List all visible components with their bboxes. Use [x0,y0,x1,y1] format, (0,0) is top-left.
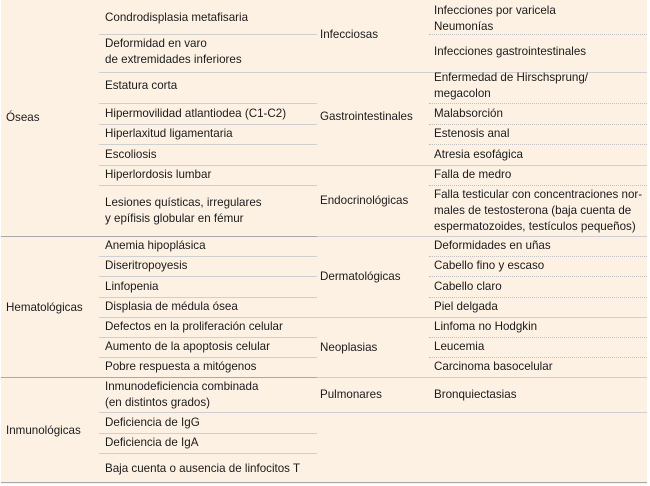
right-item-line: Estenosis anal [434,127,510,140]
left-item [105,319,283,335]
left-item [105,379,258,411]
right-item [434,187,642,235]
right-item-line: Leucemia [434,340,485,353]
left-item-line: Hiperlaxitud ligamentaria [105,127,233,140]
right-item-line: Piel delgada [434,300,498,313]
left-item [105,195,262,227]
left-item [105,238,206,254]
left-item-line: de extremidades inferiores [105,53,242,66]
right-item-line: Bronquiectasias [434,388,517,401]
left-item [105,415,200,431]
left-item [105,36,242,68]
left-item-line: Hipermovilidad atlantiodea (C1-C2) [105,107,287,120]
right-item-line: Enfermedad de Hirschsprung/ [434,71,589,84]
left-item-line: Aumento de la apoptosis celular [105,340,270,353]
left-item-line: Diseritropoyesis [105,259,188,272]
right-item [434,238,551,254]
group-label [320,109,413,125]
right-item [434,319,537,335]
left-item-line: Lesiones quísticas, irregulares [105,196,262,209]
right-item [434,359,553,375]
right-item [434,147,523,163]
left-item [105,126,233,142]
right-item [434,126,509,142]
left-item [105,78,177,94]
right-item [434,106,503,122]
complications-table [1,0,647,484]
left-item [105,258,187,274]
left-item-line: Deficiencia de IgG [105,416,200,429]
right-item [434,339,484,355]
group-label [320,340,377,356]
left-item [105,279,159,295]
left-item-line: Condrodisplasia metafisaria [105,11,249,24]
right-item [434,70,588,102]
right-item-line: Falla de medro [434,168,512,181]
group-label [320,269,401,285]
left-item [105,299,238,315]
category-label-line: Inmunológicas [6,424,81,437]
right-item-line: Atresia esofágica [434,148,523,161]
right-item-line: Infecciones gastrointestinales [434,45,587,58]
right-item [434,258,544,274]
right-item-line: Falla testicular con concentraciones nor- [434,188,643,201]
right-item-line: Cabello fino y escaso [434,259,545,272]
left-item [105,147,157,163]
left-item-line: Anemia hipoplásica [105,239,206,252]
left-item [105,461,300,477]
left-item [105,359,256,375]
right-item-line: Neumonías [434,20,494,33]
left-item-line: Linfopenia [105,280,159,293]
left-item [105,167,211,183]
group-label [320,387,382,403]
left-item-line: Baja cuenta o ausencia de linfocitos T [105,462,301,475]
right-item [434,3,556,35]
left-item-line: Displasia de médula ósea [105,300,238,313]
right-item-line: Malabsorción [434,107,503,120]
right-item [434,44,586,60]
left-item-line: y epífisis globular en fémur [105,212,244,225]
left-item-line: Escoliosis [105,148,157,161]
left-item [105,106,286,122]
right-item-line: megacolon [434,87,491,100]
left-item-line: Deficiencia de IgA [105,436,199,449]
category-label [6,300,83,316]
right-item [434,167,511,183]
group-label-line: Infecciosas [320,28,378,41]
right-item [434,387,517,403]
group-label-line: Gastrointestinales [320,110,413,123]
right-item-line: males de testosterona (baja cuenta de [434,204,632,217]
group-label-line: Neoplasias [320,341,378,354]
right-item-line: Cabello claro [434,280,502,293]
group-label [320,27,378,43]
left-item-line: Hiperlordosis lumbar [105,168,212,181]
category-label [6,423,81,439]
group-label-line: Dermatológicas [320,270,401,283]
right-item-line: Infecciones por varicela [434,4,556,17]
category-label-line: Hematológicas [6,301,83,314]
left-item [105,10,248,26]
left-item-line: Pobre respuesta a mitógenos [105,360,257,373]
right-item-line: Carcinoma basocelular [434,360,553,373]
left-item [105,435,198,451]
category-label-line: Óseas [6,111,40,124]
left-item-line: Defectos en la proliferación celular [105,320,283,333]
right-item-line: Linfoma no Hodgkin [434,320,538,333]
category-label [6,110,40,126]
group-label [320,193,408,209]
right-item [434,279,502,295]
right-item [434,299,498,315]
right-item-line: espermatozoides, testículos pequeños) [434,220,636,233]
left-item [105,339,270,355]
left-item-line: (en distintos grados) [105,396,211,409]
left-item-line: Inmunodeficiencia combinada [105,380,259,393]
left-item-line: Deformidad en varo [105,37,207,50]
group-label-line: Endocrinológicas [320,194,409,207]
right-item-line: Deformidades en uñas [434,239,551,252]
group-label-line: Pulmonares [320,388,382,401]
left-item-line: Estatura corta [105,79,178,92]
